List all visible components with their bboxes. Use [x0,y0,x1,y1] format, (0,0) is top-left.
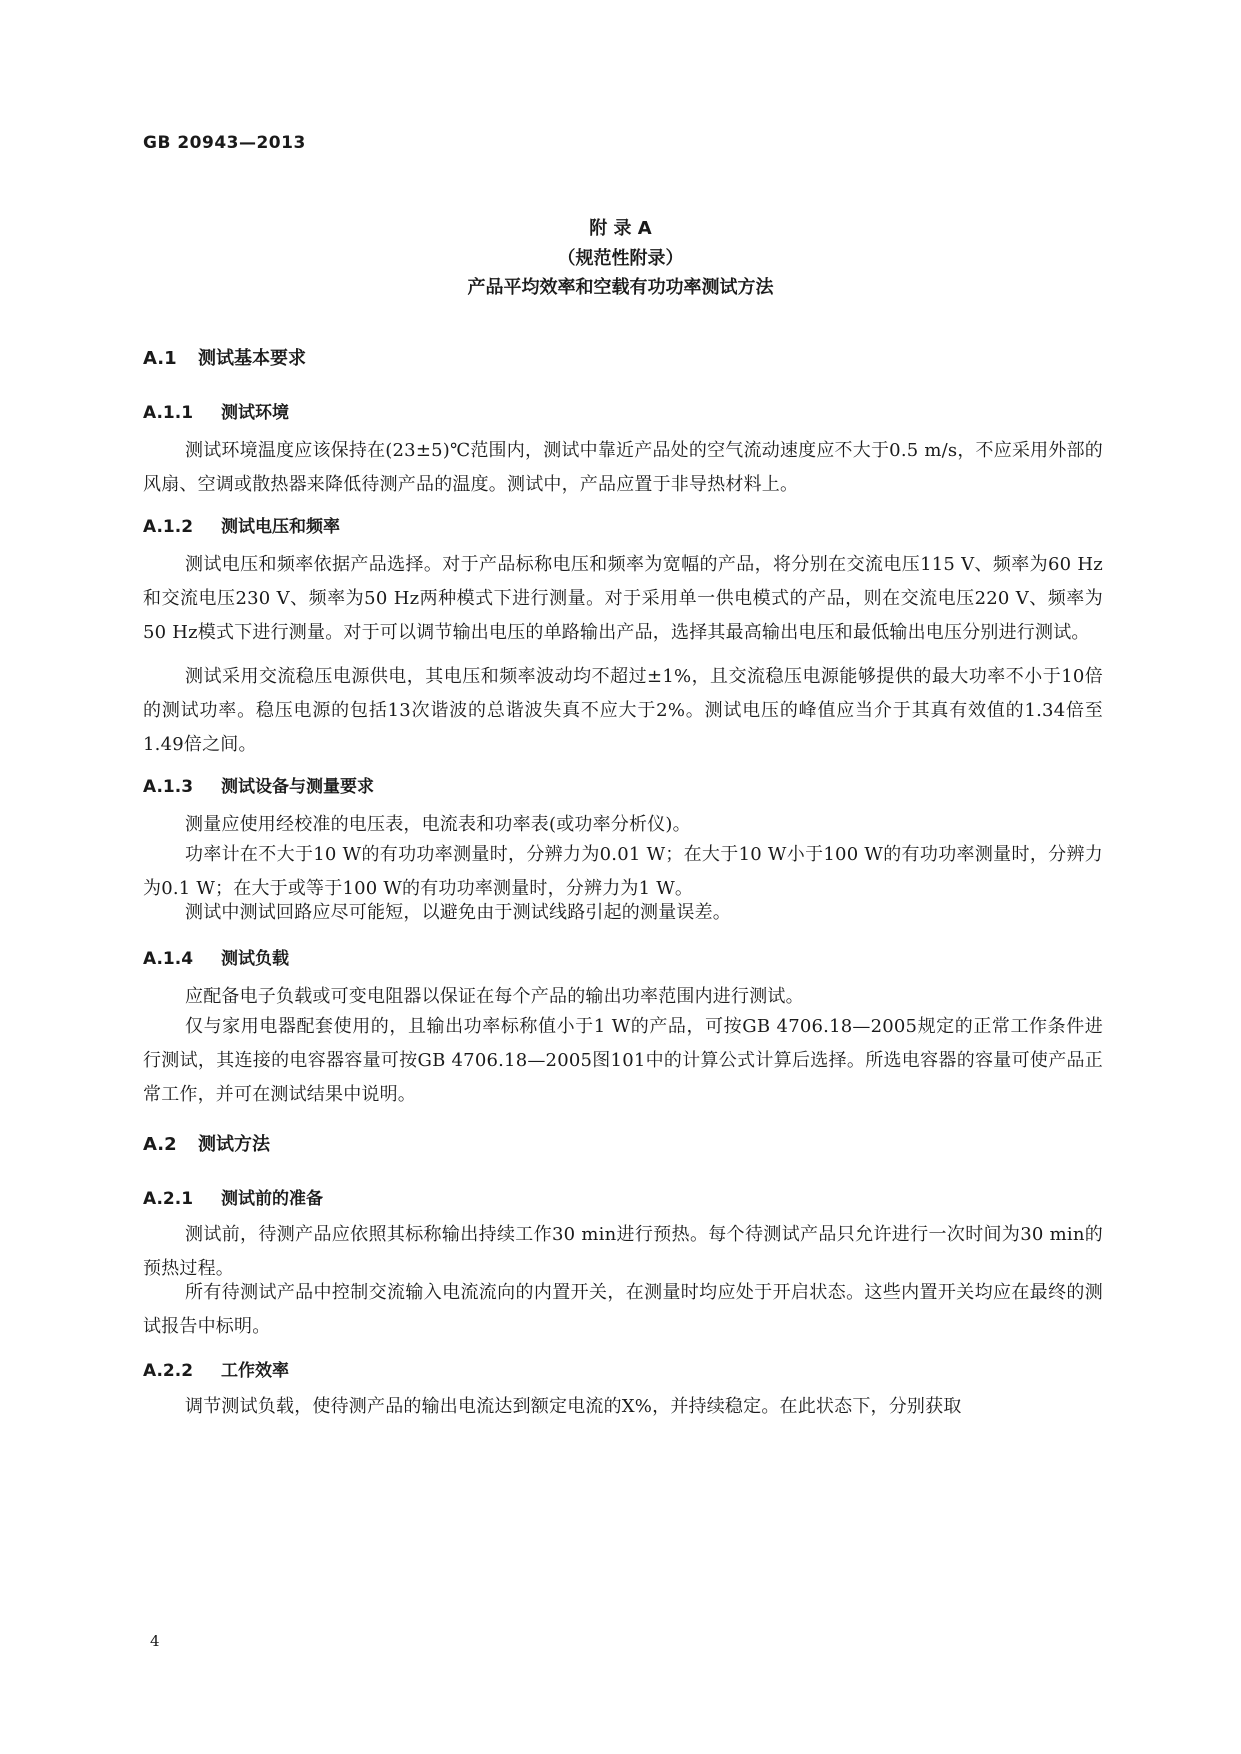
section-title: 测试环境 [221,403,289,423]
section-heading-a12 [143,512,340,537]
section-title: 测试基本要求 [198,348,306,369]
paragraph: 测试采用交流稳压电源供电，其电压和频率波动均不超过±1%，且交流稳压电源能够提供的最大功率不小于10倍的测试功率。稳压电源的包括13次谐波的总谐波失真不应大于2%。测试电压的峰值应当介于其真有效值的1.34倍至1.49倍之间。 [143,666,1103,755]
section-heading-a22 [143,1356,289,1381]
page-number: 4 [150,1632,160,1650]
section-heading-a14 [143,944,289,969]
paragraph: 应配备电子负载或可变电阻器以保证在每个产品的输出功率范围内进行测试。 [185,986,804,1007]
section-heading-a21 [143,1184,323,1209]
section-number: A.2.2 [143,1361,194,1381]
annex-label: 附 录 A [589,218,652,239]
section-heading-a11 [143,398,289,423]
section-title: 工作效率 [221,1361,289,1381]
section-heading-a2 [143,1130,270,1156]
paragraph: 测试前，待测产品应依照其标称输出持续工作30 min进行预热。每个待测试产品只允许进行一次时间为30 min的预热过程。 [143,1224,1103,1279]
section-number: A.1.3 [143,777,194,797]
section-number: A.2.1 [143,1189,194,1209]
paragraph: 测量应使用经校准的电压表，电流表和功率表(或功率分析仪)。 [185,814,691,835]
section-title: 测试负载 [221,949,289,969]
paragraph: 测试电压和频率依据产品选择。对于产品标称电压和频率为宽幅的产品，将分别在交流电压115 V、频率为60 Hz和交流电压230 V、频率为50 Hz两种模式下进行测量。对于采用单一供电模式的产品，则在交流电压220 V、频率为50 Hz模式下进行测量。对于可以调节输出电压的单路输出产品，选择其最高输出电压和最低输出电压分别进行测试。 [143,554,1103,643]
paragraph: 功率计在不大于10 W的有功功率测量时，分辨力为0.01 W；在大于10 W小于100 W的有功功率测量时，分辨力为0.1 W；在大于或等于100 W的有功功率测量时，分辨力为1 W。 [143,844,1103,899]
document-id: GB 20943—2013 [143,133,306,153]
section-number: A.1 [143,348,177,369]
section-number: A.1.2 [143,517,194,537]
paragraph: 仅与家用电器配套使用的，且输出功率标称值小于1 W的产品，可按GB 4706.18—2005规定的正常工作条件进行测试，其连接的电容器容量可按GB 4706.18—2005图101中的计算公式计算后选择。所选电容器的容量可使产品正常工作，并可在测试结果中说明。 [143,1016,1103,1105]
annex-title: 产品平均效率和空载有功功率测试方法 [467,277,774,298]
annex-type: （规范性附录） [557,248,684,269]
paragraph: 测试中测试回路应尽可能短，以避免由于测试线路引起的测量误差。 [185,902,731,923]
section-heading-a13 [143,772,374,797]
section-title: 测试设备与测量要求 [221,777,374,797]
paragraph: 测试环境温度应该保持在(23±5)℃范围内，测试中靠近产品处的空气流动速度应不大于0.5 m/s，不应采用外部的风扇、空调或散热器来降低待测产品的温度。测试中，产品应置于非导热材料上。 [143,440,1103,495]
section-title: 测试方法 [198,1134,270,1155]
paragraph: 所有待测试产品中控制交流输入电流流向的内置开关，在测量时均应处于开启状态。这些内置开关均应在最终的测试报告中标明。 [143,1282,1103,1337]
paragraph: 调节测试负载，使待测产品的输出电流达到额定电流的X%，并持续稳定。在此状态下，分别获取 [185,1396,962,1417]
section-number: A.1.1 [143,403,194,423]
section-title: 测试电压和频率 [221,517,340,537]
section-title: 测试前的准备 [221,1189,323,1209]
section-heading-a1 [143,344,306,370]
section-number: A.2 [143,1134,177,1155]
section-number: A.1.4 [143,949,194,969]
